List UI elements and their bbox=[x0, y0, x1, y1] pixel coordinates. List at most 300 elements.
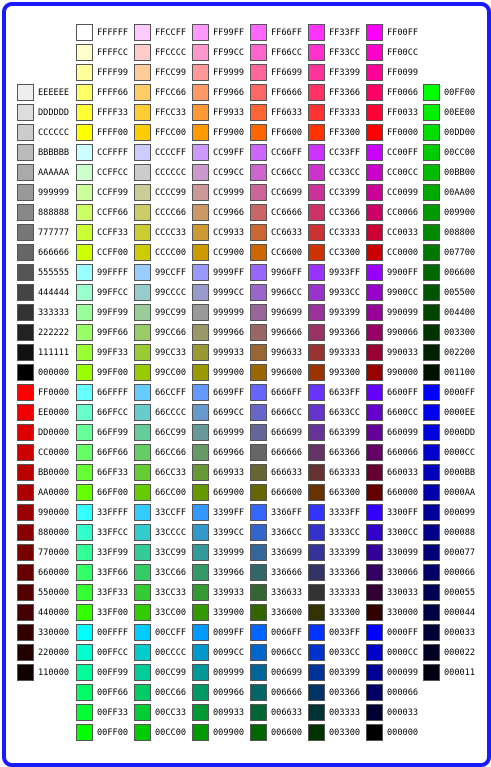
color-swatch[interactable] bbox=[134, 264, 151, 281]
color-swatch[interactable] bbox=[250, 164, 267, 181]
color-swatch[interactable] bbox=[76, 384, 93, 401]
color-swatch[interactable] bbox=[366, 44, 383, 61]
color-swatch[interactable] bbox=[423, 444, 440, 461]
color-swatch[interactable] bbox=[76, 284, 93, 301]
color-swatch[interactable] bbox=[76, 124, 93, 141]
color-swatch[interactable] bbox=[192, 244, 209, 261]
color-swatch[interactable] bbox=[17, 404, 34, 421]
color-swatch[interactable] bbox=[308, 184, 325, 201]
color-swatch[interactable] bbox=[76, 224, 93, 241]
color-swatch[interactable] bbox=[250, 424, 267, 441]
color-swatch[interactable] bbox=[308, 444, 325, 461]
color-swatch[interactable] bbox=[134, 224, 151, 241]
color-swatch[interactable] bbox=[366, 564, 383, 581]
color-swatch[interactable] bbox=[423, 164, 440, 181]
color-swatch[interactable] bbox=[134, 44, 151, 61]
color-swatch[interactable] bbox=[134, 204, 151, 221]
color-swatch[interactable] bbox=[308, 704, 325, 721]
color-swatch[interactable] bbox=[192, 644, 209, 661]
color-swatch[interactable] bbox=[17, 344, 34, 361]
color-swatch[interactable] bbox=[423, 484, 440, 501]
color-swatch[interactable] bbox=[134, 164, 151, 181]
color-swatch[interactable] bbox=[134, 444, 151, 461]
color-swatch[interactable] bbox=[192, 484, 209, 501]
color-swatch[interactable] bbox=[423, 424, 440, 441]
color-swatch[interactable] bbox=[17, 464, 34, 481]
color-swatch[interactable] bbox=[308, 644, 325, 661]
color-swatch[interactable] bbox=[192, 304, 209, 321]
color-swatch[interactable] bbox=[308, 324, 325, 341]
color-swatch[interactable] bbox=[134, 504, 151, 521]
color-swatch[interactable] bbox=[308, 604, 325, 621]
color-swatch[interactable] bbox=[76, 264, 93, 281]
color-swatch[interactable] bbox=[366, 164, 383, 181]
color-hex-label: CCFFFF bbox=[97, 148, 129, 158]
color-swatch[interactable] bbox=[192, 624, 209, 641]
color-hex-label: 3366FF bbox=[271, 508, 303, 518]
color-swatch[interactable] bbox=[308, 224, 325, 241]
color-swatch[interactable] bbox=[17, 504, 34, 521]
color-swatch[interactable] bbox=[250, 144, 267, 161]
color-swatch[interactable] bbox=[250, 284, 267, 301]
color-swatch[interactable] bbox=[17, 584, 34, 601]
color-swatch[interactable] bbox=[366, 144, 383, 161]
color-swatch[interactable] bbox=[134, 284, 151, 301]
color-swatch[interactable] bbox=[134, 584, 151, 601]
color-swatch[interactable] bbox=[76, 44, 93, 61]
color-swatch[interactable] bbox=[17, 384, 34, 401]
color-swatch[interactable] bbox=[17, 164, 34, 181]
color-swatch[interactable] bbox=[134, 304, 151, 321]
color-swatch[interactable] bbox=[250, 384, 267, 401]
color-swatch[interactable] bbox=[192, 424, 209, 441]
color-swatch[interactable] bbox=[250, 64, 267, 81]
color-swatch[interactable] bbox=[134, 244, 151, 261]
color-swatch[interactable] bbox=[423, 324, 440, 341]
color-swatch[interactable] bbox=[192, 364, 209, 381]
color-swatch[interactable] bbox=[76, 64, 93, 81]
color-swatch[interactable] bbox=[192, 404, 209, 421]
color-swatch[interactable] bbox=[134, 364, 151, 381]
color-hex-label: 222222 bbox=[38, 328, 70, 338]
color-swatch[interactable] bbox=[134, 644, 151, 661]
color-hex-label: 996666 bbox=[271, 328, 303, 338]
color-swatch[interactable] bbox=[423, 224, 440, 241]
color-swatch[interactable] bbox=[308, 164, 325, 181]
color-swatch[interactable] bbox=[250, 524, 267, 541]
color-swatch[interactable] bbox=[308, 44, 325, 61]
color-swatch[interactable] bbox=[250, 24, 267, 41]
color-swatch[interactable] bbox=[250, 704, 267, 721]
color-swatch[interactable] bbox=[192, 524, 209, 541]
color-hex-label: FF0033 bbox=[387, 108, 419, 118]
color-swatch[interactable] bbox=[134, 84, 151, 101]
color-swatch[interactable] bbox=[366, 424, 383, 441]
color-swatch[interactable] bbox=[17, 224, 34, 241]
color-swatch[interactable] bbox=[250, 124, 267, 141]
color-swatch[interactable] bbox=[17, 84, 34, 101]
color-swatch[interactable] bbox=[250, 404, 267, 421]
color-swatch[interactable] bbox=[423, 244, 440, 261]
color-swatch[interactable] bbox=[134, 464, 151, 481]
color-swatch[interactable] bbox=[17, 484, 34, 501]
color-swatch[interactable] bbox=[308, 464, 325, 481]
color-swatch[interactable] bbox=[192, 344, 209, 361]
color-hex-label: 333399 bbox=[329, 548, 361, 558]
color-swatch[interactable] bbox=[17, 364, 34, 381]
color-swatch[interactable] bbox=[192, 604, 209, 621]
color-swatch[interactable] bbox=[17, 144, 34, 161]
color-swatch[interactable] bbox=[250, 244, 267, 261]
color-swatch[interactable] bbox=[308, 484, 325, 501]
color-swatch[interactable] bbox=[250, 304, 267, 321]
color-swatch[interactable] bbox=[366, 644, 383, 661]
color-swatch[interactable] bbox=[366, 124, 383, 141]
color-hex-label: CC3300 bbox=[329, 248, 361, 258]
color-swatch[interactable] bbox=[366, 184, 383, 201]
color-swatch[interactable] bbox=[134, 684, 151, 701]
color-swatch[interactable] bbox=[366, 604, 383, 621]
color-swatch[interactable] bbox=[366, 464, 383, 481]
color-swatch[interactable] bbox=[192, 584, 209, 601]
color-swatch[interactable] bbox=[76, 644, 93, 661]
color-swatch[interactable] bbox=[17, 664, 34, 681]
color-swatch[interactable] bbox=[250, 224, 267, 241]
color-swatch[interactable] bbox=[308, 684, 325, 701]
color-swatch[interactable] bbox=[366, 484, 383, 501]
color-swatch[interactable] bbox=[250, 544, 267, 561]
color-swatch[interactable] bbox=[250, 84, 267, 101]
color-swatch[interactable] bbox=[17, 284, 34, 301]
color-swatch[interactable] bbox=[192, 224, 209, 241]
color-swatch[interactable] bbox=[134, 104, 151, 121]
color-swatch[interactable] bbox=[423, 184, 440, 201]
color-swatch[interactable] bbox=[250, 204, 267, 221]
color-swatch[interactable] bbox=[17, 324, 34, 341]
color-swatch[interactable] bbox=[366, 584, 383, 601]
color-swatch[interactable] bbox=[366, 704, 383, 721]
color-swatch[interactable] bbox=[134, 564, 151, 581]
color-swatch[interactable] bbox=[76, 104, 93, 121]
color-swatch[interactable] bbox=[423, 644, 440, 661]
color-swatch[interactable] bbox=[192, 704, 209, 721]
color-swatch[interactable] bbox=[134, 64, 151, 81]
color-hex-label: 993366 bbox=[329, 328, 361, 338]
color-swatch[interactable] bbox=[76, 604, 93, 621]
color-swatch[interactable] bbox=[423, 364, 440, 381]
color-swatch[interactable] bbox=[308, 664, 325, 681]
color-swatch[interactable] bbox=[76, 484, 93, 501]
color-swatch[interactable] bbox=[76, 664, 93, 681]
color-swatch[interactable] bbox=[250, 504, 267, 521]
color-swatch[interactable] bbox=[17, 244, 34, 261]
color-swatch[interactable] bbox=[76, 584, 93, 601]
color-swatch[interactable] bbox=[134, 24, 151, 41]
color-swatch[interactable] bbox=[366, 24, 383, 41]
color-swatch[interactable] bbox=[192, 444, 209, 461]
color-swatch[interactable] bbox=[192, 384, 209, 401]
color-swatch[interactable] bbox=[76, 524, 93, 541]
color-swatch[interactable] bbox=[308, 564, 325, 581]
color-hex-label: 880000 bbox=[38, 528, 70, 538]
color-swatch[interactable] bbox=[250, 184, 267, 201]
color-swatch[interactable] bbox=[134, 604, 151, 621]
color-swatch[interactable] bbox=[76, 544, 93, 561]
color-swatch[interactable] bbox=[76, 84, 93, 101]
color-swatch[interactable] bbox=[17, 124, 34, 141]
color-swatch[interactable] bbox=[250, 364, 267, 381]
color-swatch[interactable] bbox=[423, 504, 440, 521]
color-swatch[interactable] bbox=[76, 244, 93, 261]
color-swatch[interactable] bbox=[192, 104, 209, 121]
color-swatch[interactable] bbox=[17, 104, 34, 121]
color-swatch[interactable] bbox=[134, 344, 151, 361]
color-swatch[interactable] bbox=[250, 484, 267, 501]
color-swatch[interactable] bbox=[250, 724, 267, 741]
color-swatch[interactable] bbox=[76, 364, 93, 381]
color-swatch[interactable] bbox=[308, 524, 325, 541]
color-hex-label: CC33FF bbox=[329, 148, 361, 158]
color-swatch[interactable] bbox=[192, 664, 209, 681]
color-swatch[interactable] bbox=[192, 504, 209, 521]
color-swatch[interactable] bbox=[250, 44, 267, 61]
color-swatch[interactable] bbox=[134, 524, 151, 541]
color-swatch[interactable] bbox=[366, 684, 383, 701]
color-swatch[interactable] bbox=[250, 644, 267, 661]
color-swatch[interactable] bbox=[366, 84, 383, 101]
color-swatch[interactable] bbox=[366, 244, 383, 261]
color-swatch[interactable] bbox=[192, 24, 209, 41]
color-swatch[interactable] bbox=[308, 244, 325, 261]
color-swatch[interactable] bbox=[17, 524, 34, 541]
color-swatch[interactable] bbox=[76, 24, 93, 41]
color-swatch[interactable] bbox=[192, 184, 209, 201]
color-swatch[interactable] bbox=[308, 544, 325, 561]
color-swatch[interactable] bbox=[308, 344, 325, 361]
color-swatch[interactable] bbox=[308, 264, 325, 281]
color-swatch[interactable] bbox=[366, 224, 383, 241]
color-hex-label: 111111 bbox=[38, 348, 70, 358]
color-swatch[interactable] bbox=[192, 264, 209, 281]
color-hex-label: 669900 bbox=[213, 488, 245, 498]
color-swatch[interactable] bbox=[308, 144, 325, 161]
color-swatch[interactable] bbox=[192, 204, 209, 221]
color-swatch[interactable] bbox=[423, 624, 440, 641]
color-swatch[interactable] bbox=[250, 684, 267, 701]
color-swatch[interactable] bbox=[366, 504, 383, 521]
color-swatch[interactable] bbox=[76, 504, 93, 521]
color-swatch[interactable] bbox=[134, 144, 151, 161]
color-swatch[interactable] bbox=[366, 304, 383, 321]
color-swatch[interactable] bbox=[192, 564, 209, 581]
color-swatch[interactable] bbox=[192, 284, 209, 301]
color-swatch[interactable] bbox=[250, 604, 267, 621]
color-swatch[interactable] bbox=[366, 524, 383, 541]
color-swatch[interactable] bbox=[366, 344, 383, 361]
color-swatch[interactable] bbox=[423, 264, 440, 281]
color-swatch[interactable] bbox=[423, 284, 440, 301]
color-swatch[interactable] bbox=[423, 384, 440, 401]
color-swatch[interactable] bbox=[366, 544, 383, 561]
color-swatch[interactable] bbox=[17, 424, 34, 441]
color-swatch[interactable] bbox=[76, 424, 93, 441]
color-swatch[interactable] bbox=[134, 624, 151, 641]
color-swatch[interactable] bbox=[423, 144, 440, 161]
color-swatch[interactable] bbox=[134, 664, 151, 681]
color-swatch[interactable] bbox=[366, 384, 383, 401]
color-swatch[interactable] bbox=[308, 404, 325, 421]
color-hex-label: 6666CC bbox=[271, 408, 303, 418]
color-swatch[interactable] bbox=[366, 444, 383, 461]
color-swatch[interactable] bbox=[423, 404, 440, 421]
color-swatch[interactable] bbox=[17, 564, 34, 581]
color-swatch[interactable] bbox=[192, 164, 209, 181]
color-swatch[interactable] bbox=[134, 384, 151, 401]
color-swatch[interactable] bbox=[423, 544, 440, 561]
color-swatch[interactable] bbox=[192, 724, 209, 741]
color-swatch[interactable] bbox=[250, 264, 267, 281]
color-swatch[interactable] bbox=[17, 604, 34, 621]
color-swatch[interactable] bbox=[308, 424, 325, 441]
color-swatch[interactable] bbox=[17, 644, 34, 661]
color-swatch[interactable] bbox=[366, 204, 383, 221]
color-hex-label: 66CC66 bbox=[155, 448, 187, 458]
color-swatch[interactable] bbox=[423, 524, 440, 541]
color-swatch[interactable] bbox=[17, 304, 34, 321]
color-swatch[interactable] bbox=[250, 444, 267, 461]
color-swatch[interactable] bbox=[366, 664, 383, 681]
color-swatch[interactable] bbox=[76, 624, 93, 641]
color-swatch[interactable] bbox=[134, 324, 151, 341]
color-swatch[interactable] bbox=[192, 64, 209, 81]
color-hex-label: 006666 bbox=[271, 688, 303, 698]
color-hex-label: 330033 bbox=[387, 588, 419, 598]
color-swatch[interactable] bbox=[76, 184, 93, 201]
color-swatch[interactable] bbox=[134, 424, 151, 441]
color-swatch[interactable] bbox=[17, 624, 34, 641]
color-hex-label: 006600 bbox=[444, 268, 476, 278]
color-swatch[interactable] bbox=[134, 124, 151, 141]
color-swatch[interactable] bbox=[76, 164, 93, 181]
color-swatch[interactable] bbox=[134, 704, 151, 721]
color-swatch[interactable] bbox=[76, 444, 93, 461]
color-hex-label: 99CC00 bbox=[155, 368, 187, 378]
color-hex-label: 006633 bbox=[271, 708, 303, 718]
color-swatch[interactable] bbox=[308, 84, 325, 101]
color-swatch[interactable] bbox=[192, 124, 209, 141]
color-swatch[interactable] bbox=[308, 124, 325, 141]
color-swatch[interactable] bbox=[134, 724, 151, 741]
color-swatch[interactable] bbox=[308, 204, 325, 221]
color-swatch[interactable] bbox=[308, 384, 325, 401]
color-swatch[interactable] bbox=[308, 24, 325, 41]
color-swatch[interactable] bbox=[134, 484, 151, 501]
color-swatch[interactable] bbox=[308, 504, 325, 521]
color-swatch[interactable] bbox=[134, 184, 151, 201]
color-swatch[interactable] bbox=[423, 464, 440, 481]
color-swatch[interactable] bbox=[17, 544, 34, 561]
color-swatch[interactable] bbox=[192, 84, 209, 101]
color-hex-label: 33CC99 bbox=[155, 548, 187, 558]
color-swatch[interactable] bbox=[366, 284, 383, 301]
color-swatch[interactable] bbox=[366, 104, 383, 121]
color-swatch[interactable] bbox=[192, 464, 209, 481]
color-swatch[interactable] bbox=[76, 564, 93, 581]
color-swatch[interactable] bbox=[76, 724, 93, 741]
color-swatch[interactable] bbox=[76, 684, 93, 701]
color-swatch[interactable] bbox=[423, 664, 440, 681]
color-swatch[interactable] bbox=[192, 324, 209, 341]
color-swatch[interactable] bbox=[76, 704, 93, 721]
color-swatch[interactable] bbox=[366, 724, 383, 741]
color-swatch[interactable] bbox=[76, 344, 93, 361]
color-swatch[interactable] bbox=[17, 444, 34, 461]
color-hex-label: CC6666 bbox=[271, 208, 303, 218]
color-swatch[interactable] bbox=[76, 404, 93, 421]
color-swatch[interactable] bbox=[423, 604, 440, 621]
color-swatch[interactable] bbox=[423, 344, 440, 361]
color-swatch[interactable] bbox=[308, 284, 325, 301]
color-swatch[interactable] bbox=[17, 184, 34, 201]
color-swatch[interactable] bbox=[134, 544, 151, 561]
color-swatch[interactable] bbox=[308, 64, 325, 81]
color-swatch[interactable] bbox=[134, 404, 151, 421]
color-swatch[interactable] bbox=[423, 204, 440, 221]
color-swatch[interactable] bbox=[250, 104, 267, 121]
color-swatch[interactable] bbox=[308, 304, 325, 321]
color-swatch[interactable] bbox=[250, 584, 267, 601]
color-swatch[interactable] bbox=[366, 624, 383, 641]
color-swatch[interactable] bbox=[308, 364, 325, 381]
color-swatch[interactable] bbox=[366, 364, 383, 381]
color-swatch[interactable] bbox=[76, 204, 93, 221]
color-hex-label: 009900 bbox=[444, 208, 476, 218]
color-swatch[interactable] bbox=[250, 344, 267, 361]
color-swatch[interactable] bbox=[250, 664, 267, 681]
color-swatch[interactable] bbox=[366, 404, 383, 421]
color-swatch[interactable] bbox=[192, 44, 209, 61]
color-swatch[interactable] bbox=[250, 324, 267, 341]
color-swatch[interactable] bbox=[17, 204, 34, 221]
color-swatch[interactable] bbox=[423, 104, 440, 121]
color-swatch[interactable] bbox=[423, 84, 440, 101]
color-swatch[interactable] bbox=[308, 584, 325, 601]
color-swatch[interactable] bbox=[192, 684, 209, 701]
color-swatch[interactable] bbox=[76, 464, 93, 481]
color-swatch[interactable] bbox=[423, 124, 440, 141]
color-swatch[interactable] bbox=[308, 624, 325, 641]
color-swatch[interactable] bbox=[366, 324, 383, 341]
color-swatch[interactable] bbox=[250, 464, 267, 481]
color-swatch[interactable] bbox=[17, 264, 34, 281]
color-hex-label: 00FF00 bbox=[444, 88, 476, 98]
color-swatch[interactable] bbox=[76, 324, 93, 341]
color-swatch[interactable] bbox=[192, 144, 209, 161]
color-swatch[interactable] bbox=[423, 304, 440, 321]
color-swatch[interactable] bbox=[308, 724, 325, 741]
color-swatch[interactable] bbox=[76, 144, 93, 161]
color-swatch[interactable] bbox=[250, 564, 267, 581]
color-swatch[interactable] bbox=[423, 584, 440, 601]
color-hex-label: 888888 bbox=[38, 208, 70, 218]
color-swatch[interactable] bbox=[423, 564, 440, 581]
color-swatch[interactable] bbox=[250, 624, 267, 641]
color-swatch[interactable] bbox=[366, 64, 383, 81]
color-swatch[interactable] bbox=[366, 264, 383, 281]
color-swatch[interactable] bbox=[192, 544, 209, 561]
color-swatch[interactable] bbox=[76, 304, 93, 321]
color-swatch[interactable] bbox=[308, 104, 325, 121]
